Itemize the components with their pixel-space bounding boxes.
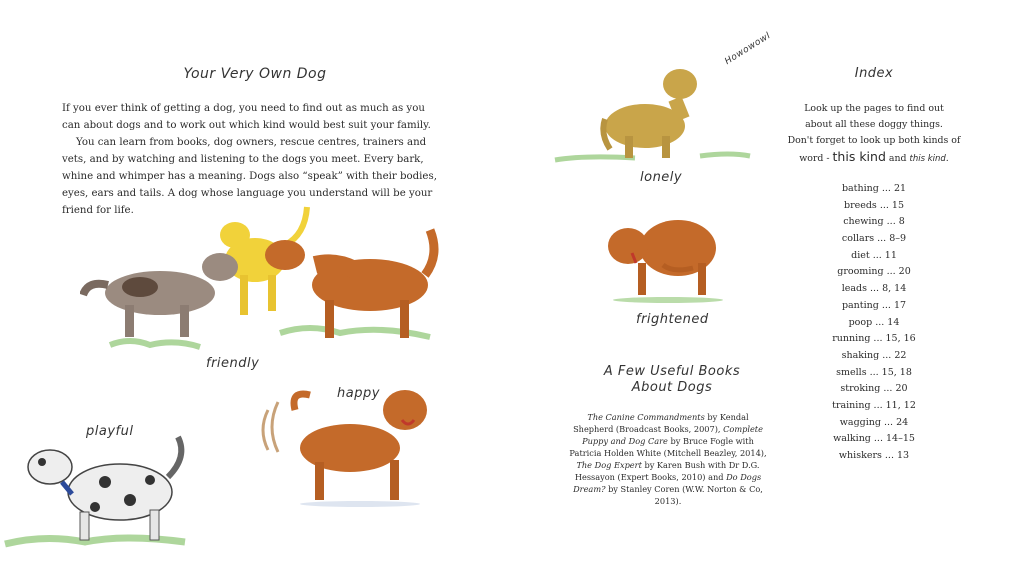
index-entry: stroking ... 20: [840, 383, 908, 395]
book-details-2: by Bruce Fogle with Patricia Holden White (Mitchell Beazley, 2014),: [569, 436, 767, 458]
book-details-4: by Stanley Coren (W.W. Norton & Co, 2013).: [605, 484, 763, 506]
playful-dog-illustration: [0, 422, 200, 552]
index-entry: bathing ... 21: [841, 183, 907, 194]
books-title: [584, 364, 760, 396]
index-entry: diet ... 11: [851, 249, 897, 261]
intro-text: [62, 100, 437, 219]
index-entry: grooming ... 20: [837, 266, 911, 278]
index-intro-big: this kind: [832, 149, 886, 164]
book-title-2: Complete Puppy and Dog Care: [582, 424, 763, 446]
label-happy: happy: [337, 386, 380, 401]
index-intro-word: word -: [799, 153, 833, 164]
index-intro-small: this kind: [909, 154, 946, 164]
page-title: Your Very Own Dog: [183, 66, 327, 82]
lonely-dog-illustration: [550, 64, 760, 170]
index-title: Index: [854, 66, 894, 81]
index-entry: chewing ... 8: [843, 216, 905, 228]
index-entry: leads ... 8, 14: [841, 283, 907, 295]
label-howl: Howowowl: [723, 31, 773, 67]
intro-paragraph-1: If you ever think of getting a dog, you need to find out as much as you can about dogs and to work out which kind would best suit your family.: [62, 103, 431, 131]
books-title-line-2: About Dogs: [631, 380, 713, 395]
index-entry: poop ... 14: [848, 316, 900, 328]
label-lonely: lonely: [640, 170, 683, 185]
index-intro-line-1: Look up the pages to find out: [804, 103, 944, 114]
index-entry: walking ... 14–15: [833, 433, 915, 445]
book-title-3: The Dog Expert: [576, 460, 642, 470]
index-entry: breeds ... 15: [843, 199, 904, 211]
friendly-dogs-illustration: [80, 205, 445, 355]
frightened-dog-illustration: [598, 208, 728, 304]
index-entry: collars ... 8–9: [841, 233, 907, 245]
index-intro-line-3: Don't forget to look up both kinds of: [787, 135, 961, 146]
index-entry: training ... 11, 12: [832, 399, 916, 411]
label-frightened: frightened: [636, 312, 709, 327]
book-details-1: by Kendal Shepherd (Broadcast Books, 2007),: [573, 412, 749, 434]
label-friendly: friendly: [206, 356, 260, 371]
index-entry: running ... 15, 16: [832, 333, 916, 345]
book-details-3: by Karen Bush with Dr D.G. Hessayon (Expert Books, 2010) and: [574, 460, 760, 482]
index-intro-end: .: [945, 153, 949, 164]
index-entry: panting ... 17: [841, 299, 907, 311]
index-entry: shaking ... 22: [841, 349, 907, 361]
index-entry: smells ... 15, 18: [836, 366, 912, 378]
books-title-line-1: A Few Useful Books: [603, 364, 741, 379]
book-title-4: Do Dogs Dream?: [573, 472, 762, 494]
index-entry: wagging ... 24: [839, 416, 909, 428]
label-playful: playful: [86, 424, 134, 439]
index-intro-line-2: about all these doggy things.: [805, 119, 943, 130]
index-list: [812, 181, 936, 465]
intro-paragraph-2: You can learn from books, dog owners, rescue centres, trainers and vets, and by watching and listening to the dogs you meet. Every bark, whine and whimper has a meaning. Dogs also “speak” with their bodies, eyes, ears and tails. A dog whose language you understand will be your friend for life.: [62, 137, 437, 216]
index-entry: whiskers ... 13: [838, 450, 910, 461]
book-title-1: The Canine Commandments: [587, 412, 705, 422]
books-list: [568, 411, 768, 507]
index-intro-line-4: [778, 149, 970, 167]
index-intro: [778, 101, 970, 167]
index-intro-and: and: [885, 153, 910, 164]
